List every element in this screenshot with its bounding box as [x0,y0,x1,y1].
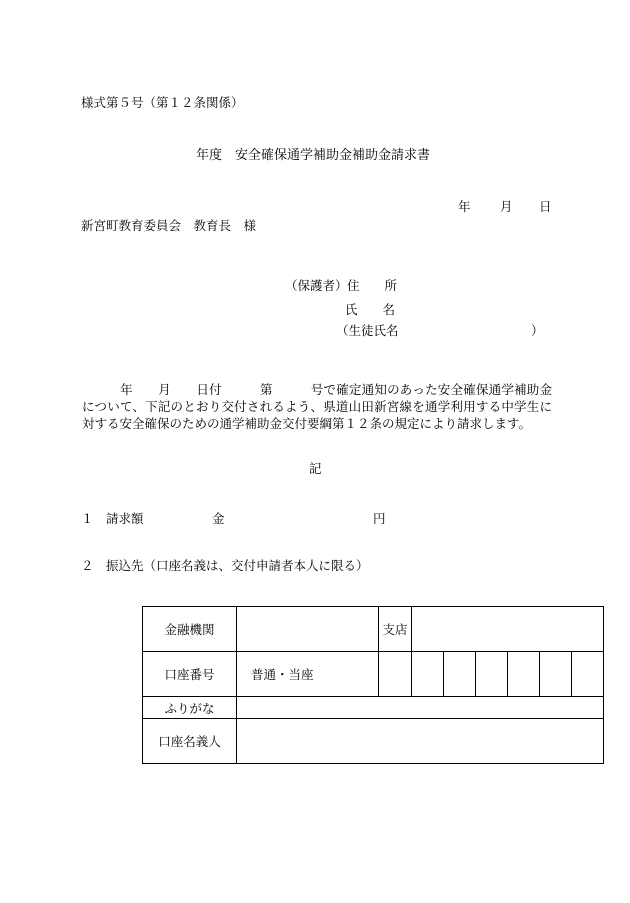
item1-yen: 円 [373,511,386,526]
branch-label: 支店 [379,607,412,652]
addressee: 新宮町教育委員会 教育長 様 [81,218,257,233]
account-digit-5[interactable] [508,652,540,697]
ki-heading: 記 [309,461,322,476]
account-digit-7[interactable] [572,652,604,697]
holder-label: 口座名義人 [143,719,237,764]
student-name-close: ） [531,323,544,338]
body-paragraph: 年 月 日付 第 号で確定通知のあった安全確保通学補助金について、下記のとおり交付されるよう、県道山田新宮線を通学利用する中学生に対する安全確保のための通学補助金交付要綱第１２条の規定により請求します。 [82,382,552,431]
document-title: 年度 安全確保通学補助金補助金請求書 [196,148,431,163]
furigana-input[interactable] [237,697,604,719]
item1-label: 請求額 [106,511,144,526]
furigana-label: ふりがな [143,697,237,719]
address-label: 住 所 [347,278,398,293]
guardian-label: （保護者） [285,278,348,293]
date-day: 日 [539,199,552,214]
holder-input[interactable] [237,719,604,764]
account-type[interactable]: 普通・当座 [237,652,379,697]
account-digit-6[interactable] [540,652,572,697]
account-number-label: 口座番号 [143,652,237,697]
account-digit-4[interactable] [476,652,508,697]
account-digit-1[interactable] [379,652,412,697]
date-year: 年 [458,199,471,214]
student-name-open: （生徒氏名 [336,323,399,338]
branch-input[interactable] [412,607,604,652]
form-id: 様式第５号（第１２条関係） [81,95,244,110]
account-digit-2[interactable] [412,652,444,697]
item2-label: 振込先（口座名義は、交付申請者本人に限る） [106,558,369,573]
name-label: 氏 名 [345,302,396,317]
institution-input[interactable] [237,607,379,652]
institution-label: 金融機関 [143,607,237,652]
item1-number: １ [81,511,94,526]
account-digit-3[interactable] [444,652,476,697]
item2-number: ２ [81,558,94,573]
date-month: 月 [500,199,513,214]
bank-account-table [142,606,604,764]
item1-kin: 金 [212,511,225,526]
